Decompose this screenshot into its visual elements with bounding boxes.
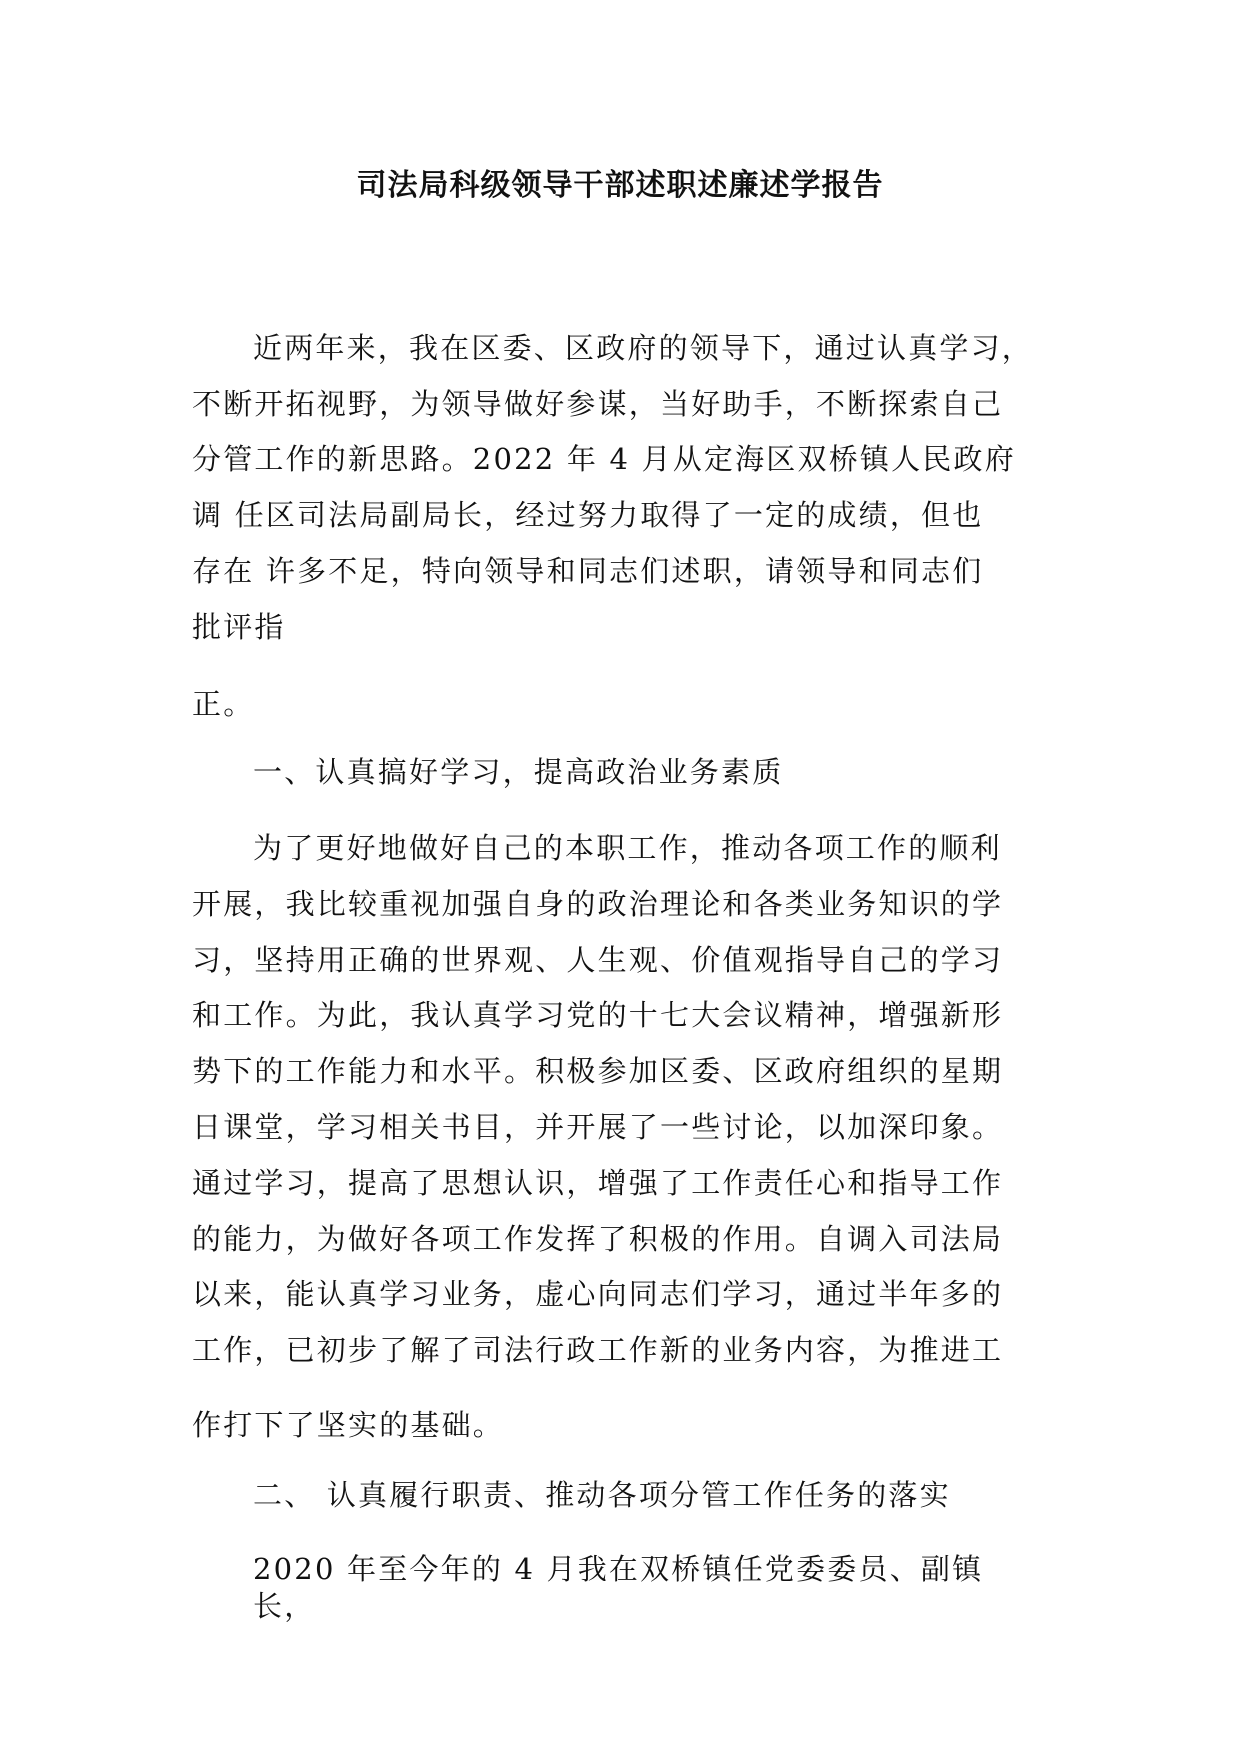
paragraph-line: 开展，我比较重视加强自身的政治理论和各类业务知识的学 bbox=[192, 887, 1004, 921]
paragraph-line: 2020 年至今年的 4 月我在双桥镇任党委委员、副镇 bbox=[253, 1552, 984, 1586]
paragraph-line: 近两年来，我在区委、区政府的领导下，通过认真学习， bbox=[253, 331, 1034, 365]
paragraph-line: 正。 bbox=[192, 687, 255, 721]
paragraph-line: 和工作。为此，我认真学习党的十七大会议精神，增强新形 bbox=[192, 998, 1004, 1032]
paragraph-line: 长， bbox=[253, 1589, 316, 1623]
section-heading: 一、认真搞好学习，提高政治业务素质 bbox=[253, 755, 784, 789]
paragraph-line: 以来，能认真学习业务，虚心向同志们学习，通过半年多的 bbox=[192, 1277, 1004, 1311]
section-heading: 二、 认真履行职责、推动各项分管工作任务的落实 bbox=[253, 1478, 951, 1512]
paragraph-line: 工作，已初步了解了司法行政工作新的业务内容，为推进工 bbox=[192, 1333, 1004, 1367]
paragraph-line: 调 任区司法局副局长，经过努力取得了一定的成绩，但也 bbox=[192, 498, 984, 532]
paragraph-line: 通过学习，提高了思想认识，增强了工作责任心和指导工作 bbox=[192, 1166, 1004, 1200]
paragraph-line: 日课堂，学习相关书目，并开展了一些讨论，以加深印象。 bbox=[192, 1110, 1004, 1144]
paragraph-line: 作打下了坚实的基础。 bbox=[192, 1408, 505, 1442]
paragraph-line: 批评指 bbox=[192, 610, 286, 644]
paragraph-line: 势下的工作能力和水平。积极参加区委、区政府组织的星期 bbox=[192, 1054, 1004, 1088]
paragraph-line: 不断开拓视野，为领导做好参谋，当好助手，不断探索自己 bbox=[192, 387, 1004, 421]
document-title: 司法局科级领导干部述职述廉述学报告 bbox=[356, 168, 884, 203]
paragraph-line: 为了更好地做好自己的本职工作，推动各项工作的顺利 bbox=[253, 831, 1002, 865]
paragraph-line: 的能力，为做好各项工作发挥了积极的作用。自调入司法局 bbox=[192, 1222, 1004, 1256]
paragraph-line: 习，坚持用正确的世界观、人生观、价值观指导自己的学习 bbox=[192, 943, 1004, 977]
paragraph-line: 分管工作的新思路。2022 年 4 月从定海区双桥镇人民政府 bbox=[192, 442, 1016, 476]
paragraph-line: 存在 许多不足，特向领导和同志们述职，请领导和同志们 bbox=[192, 554, 984, 588]
